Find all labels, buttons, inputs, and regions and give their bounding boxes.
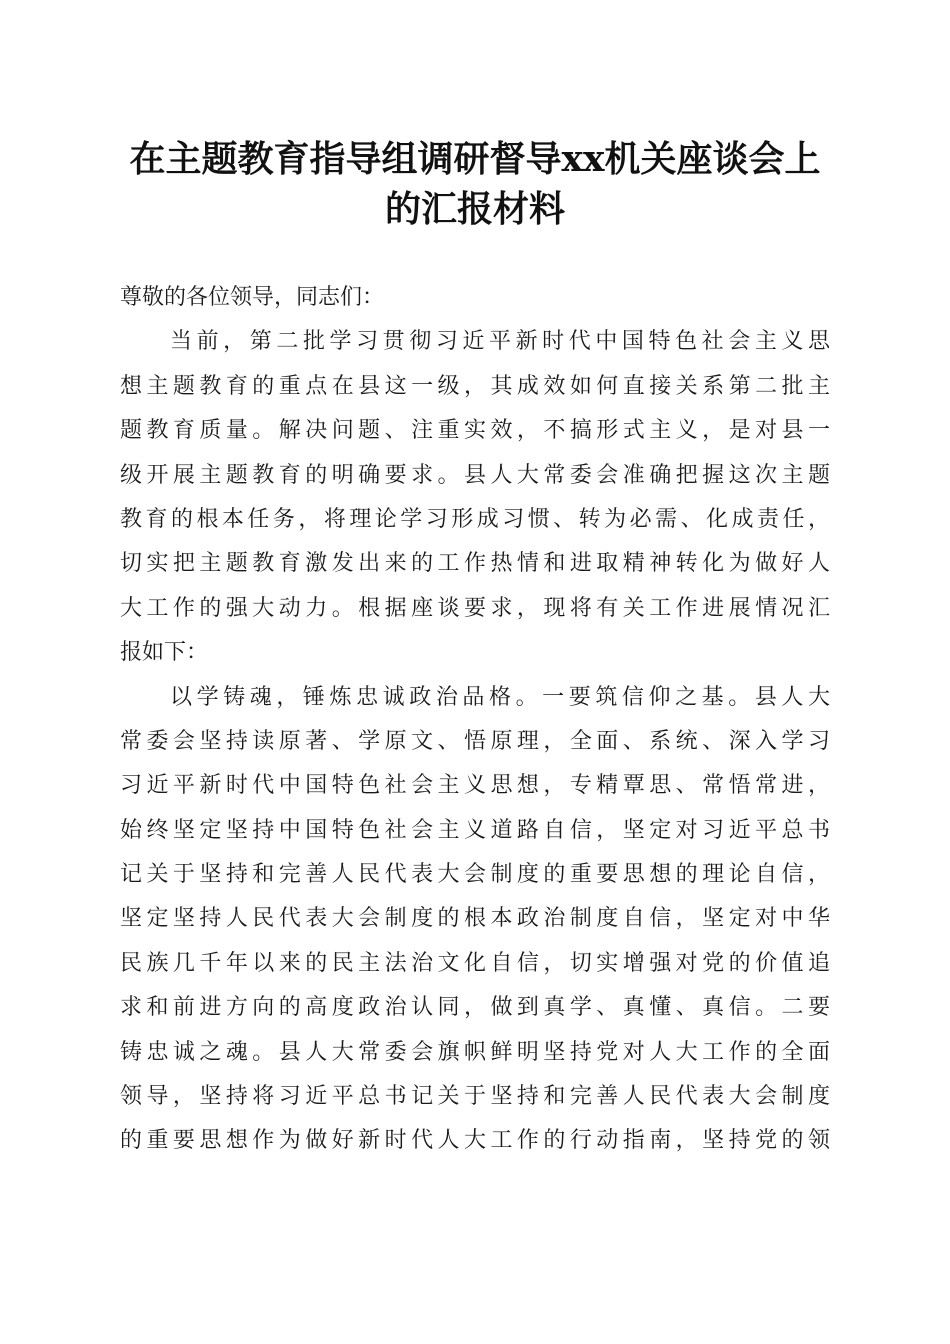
paragraph-line: 题教育质量。解决问题、注重实效，不搞形式主义，是对县一 [120, 418, 830, 444]
document-title [120, 134, 830, 234]
paragraph-line: 记关于坚持和完善人民代表大会制度的重要思想的理论自信， [120, 862, 830, 888]
paragraph-intro [120, 320, 830, 675]
paragraph-section-one [120, 676, 830, 1164]
paragraph-line: 始终坚定坚持中国特色社会主义道路自信，坚定对习近平总书 [120, 817, 830, 843]
paragraph-line: 领导，坚持将习近平总书记关于坚持和完善人民代表大会制度 [120, 1084, 830, 1110]
paragraph-line: 坚定坚持人民代表大会制度的根本政治制度自信，坚定对中华 [120, 906, 830, 932]
paragraph-line: 当前，第二批学习贯彻习近平新时代中国特色社会主义思 [170, 329, 830, 355]
salutation: 尊敬的各位领导，同志们： [120, 285, 385, 310]
paragraph-line: 求和前进方向的高度政治认同，做到真学、真懂、真信。二要 [120, 995, 830, 1021]
paragraph-line: 教育的根本任务，将理论学习形成习惯、转为必需、化成责任， [120, 506, 830, 532]
paragraph-line: 级开展主题教育的明确要求。县人大常委会准确把握这次主题 [120, 462, 830, 488]
document-body [120, 276, 830, 1164]
paragraph-line: 以学铸魂，锤炼忠诚政治品格。一要筑信仰之基。县人大 [170, 684, 830, 710]
title-line: 在主题教育指导组调研督导xx机关座谈会上 [129, 138, 821, 180]
paragraph-line: 切实把主题教育激发出来的工作热情和进取精神转化为做好人 [120, 551, 830, 577]
paragraph-line: 常委会坚持读原著、学原文、悟原理，全面、系统、深入学习 [120, 728, 830, 754]
paragraph-line: 铸忠诚之魂。县人大常委会旗帜鲜明坚持党对人大工作的全面 [120, 1039, 830, 1065]
paragraph-line: 大工作的强大动力。根据座谈要求，现将有关工作进展情况汇 [120, 595, 830, 621]
paragraph-line: 习近平新时代中国特色社会主义思想，专精覃思、常悟常进， [120, 773, 830, 799]
paragraph-line: 想主题教育的重点在县这一级，其成效如何直接关系第二批主 [120, 373, 830, 399]
title-line: 的汇报材料 [384, 188, 565, 230]
paragraph-line: 民族几千年以来的民主法治文化自信，切实增强对党的价值追 [120, 950, 830, 976]
paragraph-line: 报如下： [120, 640, 209, 666]
paragraph-line: 的重要思想作为做好新时代人大工作的行动指南，坚持党的领 [120, 1128, 830, 1154]
